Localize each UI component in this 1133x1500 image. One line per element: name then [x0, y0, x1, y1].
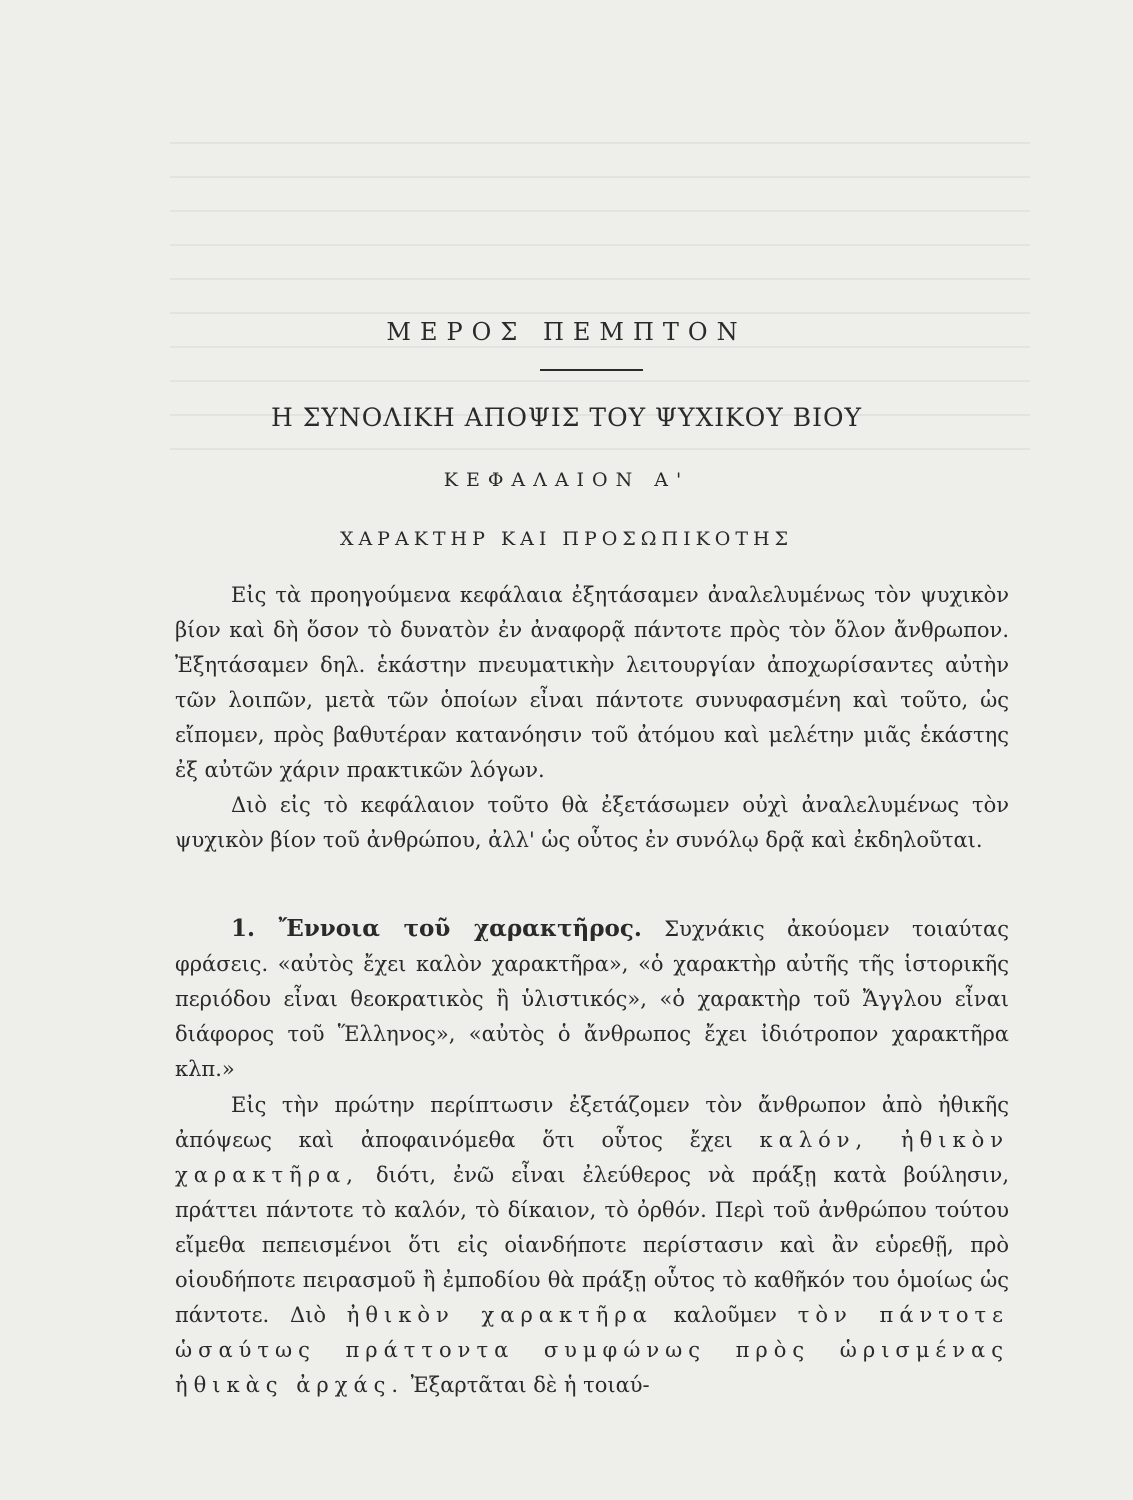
- paragraph-3-text: [175, 911, 1009, 1087]
- chapter-label: ΚΕΦΑΛΑΙΟΝ Α': [443, 469, 690, 491]
- paragraph-3-body: Συχνάκις ἀκούομεν τοιαύτας φράσεις. «αὐτὸς ἔχει καλὸν χαρακτῆρα», «ὁ χαρακτὴρ αὐτῆς τῆς ἱστορικῆς περιόδου εἶναι θεοκρατικὸς ἢ ὑλιστικός», «ὁ χαρακτὴρ τοῦ Ἄγγλου εἶναι διάφορος τοῦ Ἕλληνος», «αὐτὸς ὁ ἄνθρωπος ἔχει ἰδιότροπον χαρακτῆρα κλπ.»: [175, 917, 1009, 1081]
- paragraph-4-part-3: καλοῦμεν: [652, 1303, 798, 1327]
- paragraph-1-text: Εἰς τὰ προηγούμενα κεφάλαια ἐξητάσαμεν ἀναλελυμένως τὸν ψυχικὸν βίον καὶ δὴ ὅσον τὸ δυνατὸν ἐν ἀναφορᾷ πάντοτε πρὸς τὸν ὅλον ἄνθρωπον. Ἐξητάσαμεν δηλ. ἑκάστην πνευματικὴν λειτουργίαν ἀποχωρίσαντες αὐτὴν τῶν λοιπῶν, μετὰ τῶν ὁποίων εἶναι πάντοτε συνυφασμένη καὶ τοῦτο, ὡς εἴπομεν, πρὸς βαθυτέραν κατανόησιν τοῦ ἀτόμου καὶ μελέτην μιᾶς ἑκάστης ἐξ αὐτῶν χάριν πρακτικῶν λόγων.: [175, 583, 1009, 782]
- part-title: ΜΕΡΟΣ ΠΕΜΠΤΟΝ: [386, 318, 747, 346]
- spaced-emphasis-1: καλόν, ἠθικὸν χαρακτῆρα,: [175, 1128, 1009, 1187]
- paragraph-2: [175, 788, 1009, 858]
- section-title: Η ΣΥΝΟΛΙΚΗ ΑΠΟΨΙΣ ΤΟΥ ΨΥΧΙΚΟΥ ΒΙΟΥ: [270, 403, 863, 432]
- paragraph-4-part-1: Εἰς τὴν πρώτην περίπτωσιν ἐξετάζομεν τὸν ἄνθρωπον ἀπὸ ἠθικῆς ἀπόψεως καὶ ἀποφαινόμεθα ὅτι οὗτος ἔχει: [175, 1093, 1009, 1152]
- paragraph-2-text: Διὸ εἰς τὸ κεφάλαιον τοῦτο θὰ ἐξετάσωμεν οὐχὶ ἀναλελυμένως τὸν ψυχικὸν βίον τοῦ ἀνθρώπου, ἀλλ' ὡς οὗτος ἐν συνόλῳ δρᾷ καὶ ἐκδηλοῦται.: [175, 793, 1009, 852]
- paragraph-4: [175, 1088, 1009, 1403]
- paragraph-4-part-4: Ἐξαρτᾶται δὲ ἡ τοιαύ-: [404, 1373, 650, 1397]
- chapter-title: ΧΑΡΑΚΤΗΡ ΚΑΙ ΠΡΟΣΩΠΙΚΟΤΗΣ: [339, 528, 794, 550]
- spaced-emphasis-2: ἠθικὸν χαρακτῆρα: [346, 1303, 653, 1327]
- paragraph-3: [175, 911, 1009, 1087]
- paragraph-1: [175, 578, 1009, 788]
- paragraph-4-text: [175, 1088, 1009, 1403]
- title-divider: [540, 369, 643, 371]
- section-1-heading: 1. Ἔννοια τοῦ χαρακτῆρος.: [231, 915, 642, 942]
- spaced-emphasis-3: τὸν πάντοτε ὡσαύτως πράττοντα συμφώνως πρὸς ὡρισμένας ἠθικὰς ἀρχάς.: [175, 1303, 1010, 1397]
- paragraph-4-part-2: διότι, ἐνῶ εἶναι ἐλεύθερος νὰ πράξῃ κατὰ βούλησιν, πράττει πάντοτε τὸ καλόν, τὸ δίκαιον, τὸ ὀρθόν. Περὶ τοῦ ἀνθρώπου τούτου εἴμεθα πεπεισμένοι ὅτι εἰς οἱανδήποτε περίστασιν καὶ ἂν εὑρεθῇ, πρὸ οἱουδήποτε πειρασμοῦ ἢ ἐμποδίου θὰ πράξῃ οὗτος τὸ καθῆκόν του ὁμοίως ὡς πάντοτε. Διὸ: [175, 1163, 1009, 1327]
